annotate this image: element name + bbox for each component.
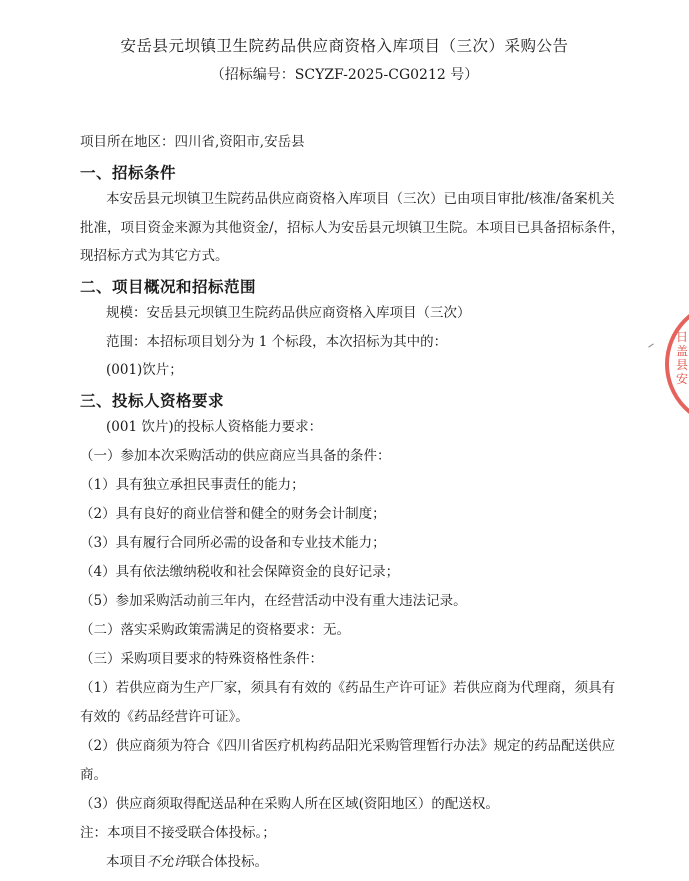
section-heading-scope: 二、项目概况和招标范围 [80,278,257,296]
final-note-suffix: 联合体投标。 [187,854,268,870]
paragraph-line: （2）供应商须为符合《四川省医疗机构药品阳光采购管理暂行办法》规定的药品配送供应 [80,738,616,754]
paragraph-line: 规模：安岳县元坝镇卫生院药品供应商资格入库项目（三次） [106,305,471,321]
paragraph-line: (001)饮片； [106,362,183,378]
paragraph-line: （3）具有履行合同所必需的设备和专业技术能力； [80,535,386,551]
paragraph-line: 本安岳县元坝镇卫生院药品供应商资格入库项目（三次）已由项目审批/核准/备案机关 [106,191,615,207]
document-title: 安岳县元坝镇卫生院药品供应商资格入库项目（三次）采购公告 [120,37,569,55]
paragraph-line: 商。 [80,767,107,783]
tender-number: （招标编号：SCYZF-2025-CG0212 号） [210,67,479,83]
paragraph-line: 现招标方式为其它方式。 [80,248,229,264]
final-note-prefix: 本项目 [106,854,147,870]
paragraph-line: （二）落实采购政策需满足的资格要求：无。 [80,622,350,638]
seal-text: 日 盖 县 安 [676,330,689,386]
margin-mark [648,343,653,347]
paragraph-line: （1）若供应商为生产厂家，须具有有效的《药品生产许可证》若供应商为代理商，须具有 [80,680,616,696]
paragraph-line: (001 饮片)的投标人资格能力要求： [106,419,323,435]
final-note-line [106,853,268,871]
paragraph-line: 有效的《药品经营许可证》。 [80,709,249,725]
paragraph-line: （3）供应商须取得配送品种在采购人所在区域(资阳地区）的配送权。 [80,796,499,812]
note-line: 注：本项目不接受联合体投标。； [80,825,276,841]
paragraph-line: （4）具有依法缴纳税收和社会保障资金的良好记录； [80,564,400,580]
paragraph-line: （1）具有独立承担民事责任的能力； [80,477,305,493]
paragraph-line: 批准，项目资金来源为其他资金/，招标人为安岳县元坝镇卫生院。本项目已具备招标条件， [80,220,625,236]
paragraph-line: 范围：本招标项目划分为 1 个标段，本次招标为其中的： [106,334,448,350]
final-note-emphasis: 不允许 [146,854,187,870]
project-region: 项目所在地区：四川省,资阳市,安岳县 [80,134,305,150]
section-heading-qualifications: 三、投标人资格要求 [80,392,225,410]
paragraph-line: （三）采购项目要求的特殊资格性条件： [80,651,323,667]
paragraph-line: （一）参加本次采购活动的供应商应当具备的条件： [80,448,391,464]
section-heading-conditions: 一、招标条件 [80,164,177,182]
paragraph-line: （5）参加采购活动前三年内，在经营活动中没有重大违法记录。 [80,593,467,609]
paragraph-line: （2）具有良好的商业信誉和健全的财务会计制度； [80,506,386,522]
